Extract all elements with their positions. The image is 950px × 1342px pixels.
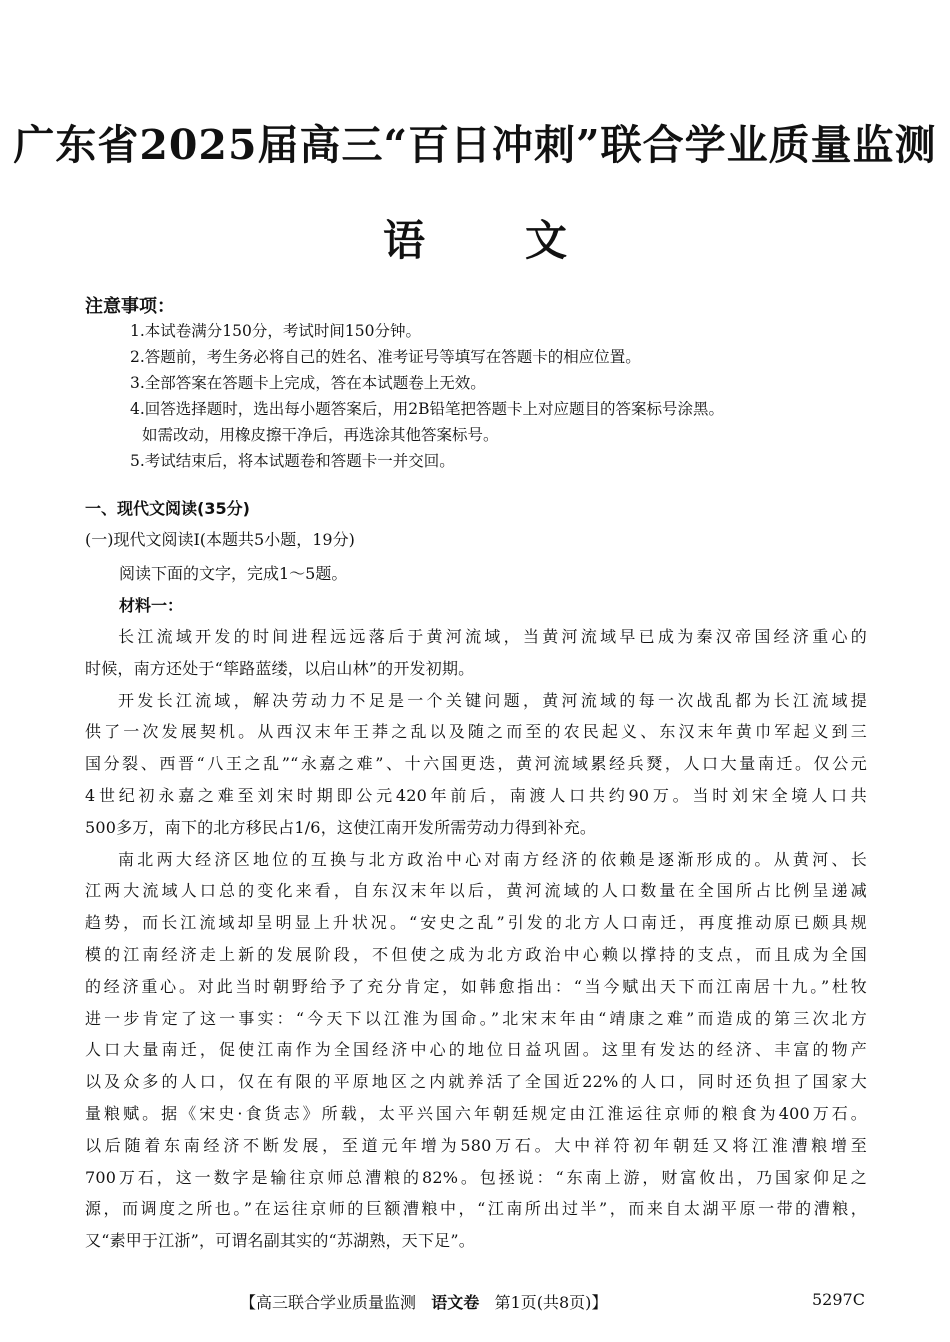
text-line: 趋势，而长江流域却呈明显上升状况。“安史之乱”引发的北方人口南迁，再度推动原已颇具规 (85, 913, 867, 933)
subject-title: 语文 (382, 216, 667, 265)
text-line: 又“素甲于江浙”，可谓名副其实的“苏湖熟，天下足”。 (85, 1231, 475, 1251)
text-line: 4世纪初永嘉之难至刘宋时期即公元420年前后，南渡人口共约90万。当时刘宋全境人口共 (85, 785, 867, 805)
notice-item-continuation: 如需改动，用橡皮擦干净后，再选涂其他答案标号。 (142, 426, 499, 444)
notice-item: 5.考试结束后，将本试题卷和答题卡一并交回。 (130, 452, 455, 470)
footer-page-number: 第1页(共8页) (494, 1293, 592, 1312)
notice-item: 4.回答选择题时，选出每小题答案后，用2B铅笔把答题卡上对应题目的答案标号涂黑。 (130, 400, 725, 418)
text-line: 以及众多的人口，仅在有限的平原地区之内就养活了全国近22%的人口，同时还负担了国家大 (85, 1072, 867, 1092)
reading-instruction: 阅读下面的文字，完成1～5题。 (119, 564, 348, 583)
text-line: 的经济重心。对此当时朝野给予了充分肯定，如韩愈指出：“当今赋出天下而江南居十九。”杜牧 (85, 976, 867, 996)
text-line: 以后随着东南经济不断发展，至道元年增为580万石。大中祥符初年朝廷又将江淮漕粮增至 (85, 1135, 867, 1155)
text-line: 江两大流域人口总的变化来看，自东汉末年以后，黄河流域的人口数量在全国所占比例呈递减 (85, 881, 867, 901)
exam-title: 广东省2025届高三“百日冲刺”联合学业质量监测 (13, 121, 937, 169)
text-line: 国分裂、西晋“八王之乱”“永嘉之难”、十六国更迭，黄河流域累经兵燹，人口大量南迁。仅公元 (85, 754, 867, 774)
section-heading: 一、现代文阅读(35分) (85, 499, 250, 518)
notice-list (130, 318, 880, 474)
text-line: 长江流域开发的时间进程远远落后于黄河流域，当黄河流域早已成为秦汉帝国经济重心的 (118, 627, 867, 646)
text-line: 500多万，南下的北方移民占1/6，这使江南开发所需劳动力得到补充。 (85, 817, 597, 837)
exam-code: 5297C (812, 1290, 865, 1309)
text-line: 源，而调度之所也。”在运往京师的巨额漕粮中，“江南所出过半”，而来自太湖平原一带的漕粮， (85, 1199, 867, 1219)
notice-item: 2.答题前，考生务必将自己的姓名、准考证号等填写在答题卡的相应位置。 (130, 348, 641, 366)
subsection-heading: (一)现代文阅读Ⅰ(本题共5小题，19分) (85, 530, 355, 549)
footer-bracket-close: 】 (591, 1293, 608, 1312)
text-line: 供了一次发展契机。从西汉末年王莽之乱以及随之而至的农民起义、东汉末年黄巾军起义到三 (85, 722, 867, 742)
paragraph (85, 844, 867, 1257)
footer-bracket-open: 【 (240, 1293, 257, 1312)
footer-exam-name: 高三联合学业质量监测 (256, 1293, 417, 1312)
paragraph (85, 621, 867, 685)
text-line: 开发长江流域，解决劳动力不足是一个关键问题，黄河流域的每一次战乱都为长江流域提 (118, 690, 867, 710)
page-footer (240, 1290, 607, 1313)
text-line: 人口大量南迁，促使江南作为全国经济中心的地位日益巩固。这里有发达的经济、丰富的物产 (85, 1040, 867, 1060)
text-line: 700万石，这一数字是输往京师总漕粮的82%。包拯说：“东南上游，财富攸出，乃国家仰足之 (85, 1167, 867, 1187)
notice-item: 1.本试卷满分150分，考试时间150分钟。 (130, 322, 421, 340)
notice-item: 3.全部答案在答题卡上完成，答在本试题卷上无效。 (130, 374, 486, 392)
passage-body (85, 621, 867, 1257)
footer-paper-name: 语文卷 (431, 1293, 480, 1312)
text-line: 进一步肯定了这一事实：“今天下以江淮为国命。”北宋末年由“靖康之难”而造成的第三次北方 (85, 1008, 867, 1028)
material-label: 材料一： (119, 596, 184, 615)
text-line: 南北两大经济区地位的互换与北方政治中心对南方经济的依赖是逐渐形成的。从黄河、长 (118, 849, 867, 869)
paragraph (85, 685, 867, 844)
text-line: 模的江南经济走上新的发展阶段，不但使之成为北方政治中心赖以撑持的支点，而且成为全国 (85, 944, 867, 964)
text-line: 量粮赋。据《宋史·食货志》所载，太平兴国六年朝廷规定由江淮运往京师的粮食为400万石。 (85, 1103, 867, 1123)
text-line: 时候，南方还处于“筚路蓝缕，以启山林”的开发初期。 (85, 658, 475, 678)
notice-heading: 注意事项： (85, 296, 175, 317)
